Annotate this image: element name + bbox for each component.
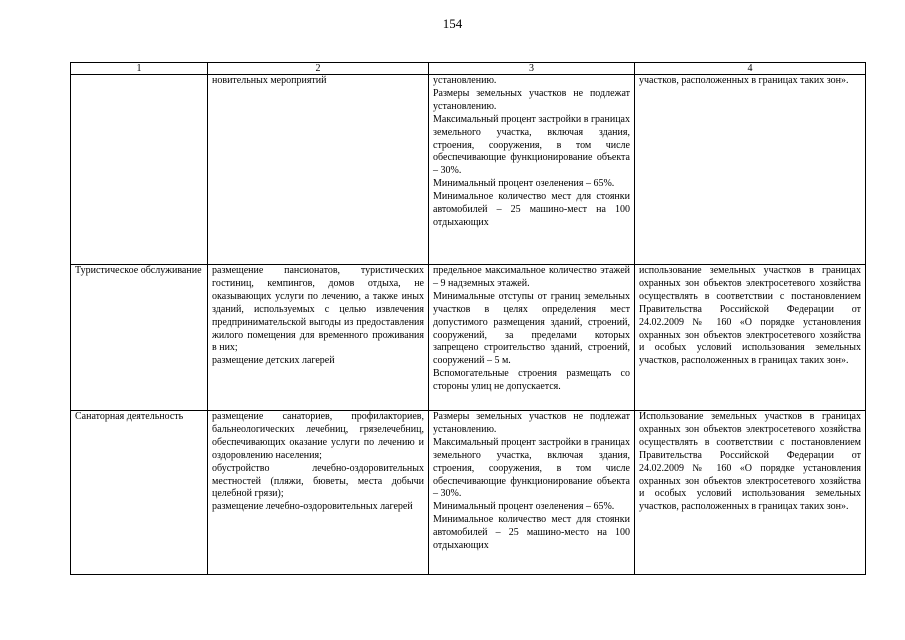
cell-description xyxy=(208,265,429,411)
table-row xyxy=(71,411,866,575)
cell-restrictions xyxy=(635,265,866,411)
table-row xyxy=(71,75,866,265)
cell-parameters xyxy=(429,75,635,265)
parameter-paragraph: Минимальные отступы от границ земельных участков в целях определения мест допустимого размещения зданий, строений, сооружений, за пределами которых запрещено строительство зданий, строений, сооружений – 5 м. xyxy=(433,290,630,367)
parameter-paragraph: Максимальный процент застройки в границах земельного участка, включая здания, строения, сооружения, в том числе обеспечивающие функционирование объекта – 30%. xyxy=(433,113,630,177)
restriction-paragraph: использование земельных участков в границах охранных зон объектов электросетевого хозяйства осуществлять в соответствии с постановлением Правительства Российской Федерации от 24.02.2009 № 160 «О порядке установления охранных зон объектов электросетевого хозяйства и особых условий использования земельных участков, расположенных в границах таких зон». xyxy=(639,265,861,367)
cell-description xyxy=(208,411,429,575)
parameter-paragraph: Минимальное количество мест для стоянки автомобилей – 25 машино-мест на 100 отдыхающих xyxy=(433,191,630,228)
parameter-paragraph: Максимальный процент застройки в границах земельного участка, включая здания, строения, сооружения, в том числе обеспечивающие функционирование объекта – 30%. xyxy=(433,436,630,500)
restriction-paragraph: Использование земельных участков в границах охранных зон объектов электросетевого хозяйства осуществлять в соответствии с постановлением Правительства Российской Федерации от 24.02.2009 № 160 «О порядке установления охранных зон объектов электросетевого хозяйства и особых условий использования земельных участков, расположенных в границах таких зон». xyxy=(639,411,861,513)
page-number: 154 xyxy=(442,16,463,31)
column-header-3: 3 xyxy=(429,63,635,75)
cell-restrictions xyxy=(635,75,866,265)
description-paragraph: новительных мероприятий xyxy=(212,75,327,86)
table-header-row xyxy=(71,63,866,75)
column-header-2: 2 xyxy=(208,63,429,75)
column-header-1: 1 xyxy=(71,63,208,75)
parameter-paragraph: Вспомогательные строения размещать со стороны улиц не допускается. xyxy=(433,368,630,393)
description-paragraph: размещение пансионатов, туристических гостиниц, кемпингов, домов отдыха, не оказывающих услуги по лечению, а также иных зданий, используемых с целью извлечения предпринимательской выгоды из предоставления жилого помещения для временного проживания в них; xyxy=(212,265,424,354)
description-paragraph: обустройство лечебно-оздоровительных местностей (пляжи, бюветы, места добычи целебной грязи); xyxy=(212,462,424,500)
cell-restrictions xyxy=(635,411,866,575)
cell-parameters xyxy=(429,411,635,575)
table-row xyxy=(71,265,866,411)
parameter-paragraph: Размеры земельных участков не подлежат установлению. xyxy=(433,87,630,112)
column-header-4: 4 xyxy=(635,63,866,75)
cell-use-type xyxy=(71,75,208,265)
cell-parameters xyxy=(429,265,635,411)
parameter-paragraph: Размеры земельных участков не подлежат установлению. xyxy=(433,411,630,435)
cell-description xyxy=(208,75,429,265)
parameter-paragraph: Минимальное количество мест для стоянки автомобилей – 25 машино-место на 100 отдыхающих xyxy=(433,514,630,552)
description-paragraph: размещение санаториев, профилакториев, бальнеологических лечебниц, грязелечебниц, обеспечивающих оказание услуги по лечению и оздоровлению населения; xyxy=(212,411,424,461)
parameter-paragraph: Минимальный процент озеленения – 65%. xyxy=(433,501,615,513)
parameter-paragraph: установлению. xyxy=(433,75,497,86)
parameter-paragraph: Минимальный процент озеленения – 65%. xyxy=(433,178,615,190)
cell-use-type: Туристическое обслуживание xyxy=(71,265,208,411)
regulations-table xyxy=(70,62,866,575)
restriction-paragraph: участков, расположенных в границах таких зон». xyxy=(639,75,849,86)
parameter-paragraph: предельное максимальное количество этажей – 9 надземных этажей. xyxy=(433,265,630,289)
description-paragraph: размещение лечебно-оздоровительных лагерей xyxy=(212,501,413,513)
description-paragraph: размещение детских лагерей xyxy=(212,355,335,367)
cell-use-type: Санаторная деятельность xyxy=(71,411,208,575)
